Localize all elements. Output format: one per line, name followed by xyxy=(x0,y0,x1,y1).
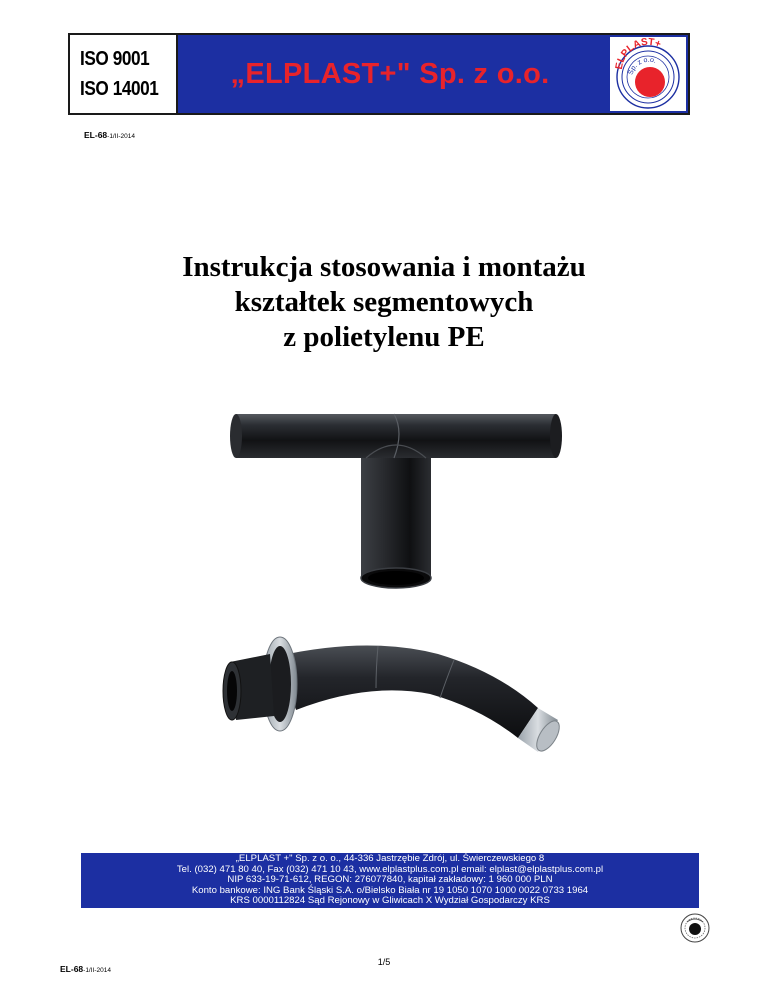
document-title xyxy=(0,250,768,355)
footer-contact: Tel. (032) 471 80 40, Fax (032) 471 10 43, www.elplastplus.com.pl email: elplast@elplastplus.com.pl xyxy=(176,863,604,875)
doc-code-revision-bottom: -1/II-2014 xyxy=(83,967,111,974)
company-name: „ELPLAST+" Sp. z o.o. xyxy=(230,57,550,90)
doc-code-main: EL-68 xyxy=(84,130,108,140)
company-banner xyxy=(178,35,688,113)
iso-14001-label: ISO 14001 xyxy=(80,78,159,100)
title-line-2: kształtek segmentowych xyxy=(234,286,534,318)
header-box xyxy=(68,33,690,115)
page-number: 1/5 xyxy=(377,957,391,967)
footer-address: „ELPLAST +" Sp. z o. o., 44-336 Jastrzębie Zdrój, ul. Świerczewskiego 8 xyxy=(235,853,545,865)
segment-bend-image xyxy=(218,628,568,758)
iso-certifications xyxy=(70,35,178,113)
footer-court-registry: KRS 0000112824 Sąd Rejonowy w Gliwicach X Wydział Gospodarczy KRS xyxy=(230,895,550,907)
tee-fitting-image xyxy=(226,402,566,592)
footer-tax-ids: NIP 633-19-71-612, REGON: 276077840, kapitał zakładowy: 1 960 000 PLN xyxy=(227,874,553,886)
elplast-logo xyxy=(610,37,686,111)
logo-company-type-text: Sp. z o.o. xyxy=(627,56,658,76)
title-line-1: Instrukcja stosowania i montażu xyxy=(182,251,586,283)
company-contact-footer xyxy=(81,853,699,908)
footer-bank-account: Konto bankowe: ING Bank Śląski S.A. o/Bielsko Biała nr 19 1050 1070 1000 0022 0733 1964 xyxy=(191,884,589,896)
doc-code-main-bottom: EL-68 xyxy=(60,964,84,974)
title-line-3: z polietylenu PE xyxy=(283,321,485,353)
doc-code-top xyxy=(84,125,135,143)
iso-9001-label: ISO 9001 xyxy=(80,48,150,70)
certification-badge-icon xyxy=(680,913,710,943)
logo-brand-text: ELPLAST+ xyxy=(613,37,663,71)
doc-code-revision: -1/II-2014 xyxy=(107,133,135,140)
